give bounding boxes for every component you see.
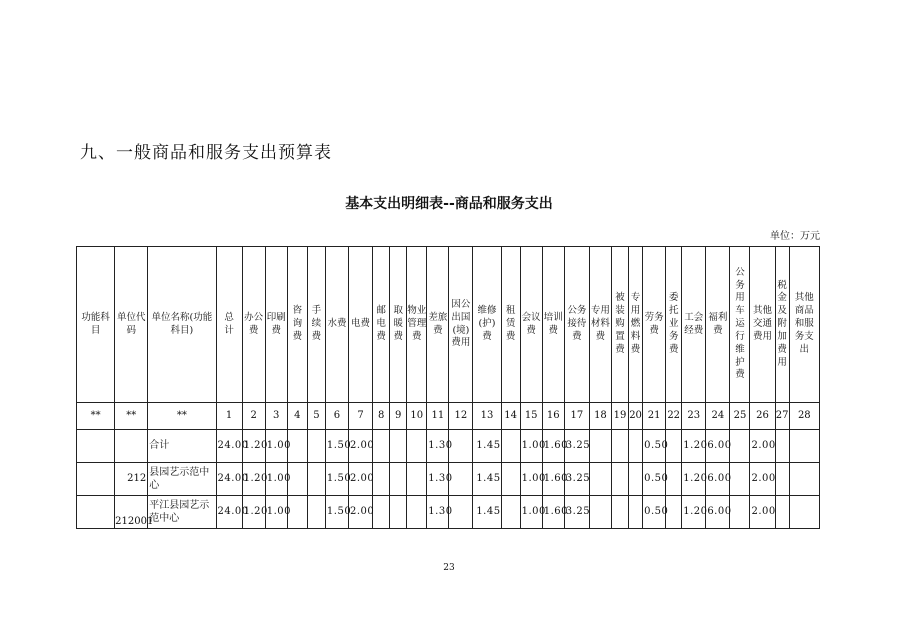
header-cell: 专用燃料费	[629, 247, 643, 403]
electricity-cell: 2.00	[349, 463, 373, 496]
index-cell: 7	[349, 403, 373, 430]
total-cell: 24.00	[216, 430, 242, 463]
empty-cell	[789, 496, 819, 529]
empty-cell	[611, 496, 628, 529]
index-cell: 2	[242, 403, 265, 430]
empty-cell	[730, 430, 750, 463]
header-cell: 印刷费	[265, 247, 287, 403]
table-row	[77, 463, 820, 496]
empty-cell	[407, 430, 427, 463]
header-cell: 水费	[325, 247, 348, 403]
header-cell: 劳务费	[643, 247, 666, 403]
travel-cell: 1.30	[427, 430, 449, 463]
table-row	[77, 430, 820, 463]
header-cell: 委托业务费	[666, 247, 682, 403]
index-cell: 15	[520, 403, 542, 430]
unit-code-cell	[115, 430, 148, 463]
page-number: 23	[443, 563, 455, 573]
header-cell: 物业管理费	[407, 247, 427, 403]
index-cell: 12	[449, 403, 473, 430]
printing-cell: 1.00	[265, 430, 287, 463]
office-cell: 1.20	[242, 430, 265, 463]
expense-table	[76, 246, 820, 529]
header-cell: 手续费	[307, 247, 325, 403]
empty-cell	[390, 430, 407, 463]
index-cell: 14	[501, 403, 520, 430]
empty-cell	[611, 463, 628, 496]
empty-cell	[789, 430, 819, 463]
header-cell: 专用材料费	[589, 247, 611, 403]
header-cell: 单位代码	[115, 247, 148, 403]
header-cell: 电费	[349, 247, 373, 403]
header-cell: 功能科目	[77, 247, 115, 403]
union-cell: 1.20	[682, 430, 706, 463]
empty-cell	[307, 463, 325, 496]
header-row	[77, 247, 820, 403]
unit-name-cell: 县园艺示范中心	[148, 463, 216, 496]
reception-cell: 3.25	[564, 463, 589, 496]
union-cell: 1.20	[682, 496, 706, 529]
index-cell: **	[148, 403, 216, 430]
index-cell: **	[115, 403, 148, 430]
header-cell: 单位名称(功能科目)	[148, 247, 216, 403]
empty-cell	[373, 430, 390, 463]
unit-code-cell: 212001	[115, 496, 148, 529]
empty-cell	[775, 463, 789, 496]
empty-cell	[730, 496, 750, 529]
water-cell: 1.50	[325, 430, 348, 463]
empty-cell	[629, 430, 643, 463]
empty-cell	[775, 496, 789, 529]
labor-cell: 0.50	[643, 496, 666, 529]
index-cell: 27	[775, 403, 789, 430]
header-cell: 取暖费	[390, 247, 407, 403]
empty-cell	[373, 496, 390, 529]
empty-cell	[373, 463, 390, 496]
header-cell: 会议费	[520, 247, 542, 403]
index-cell: 18	[589, 403, 611, 430]
printing-cell: 1.00	[265, 496, 287, 529]
index-cell: 8	[373, 403, 390, 430]
empty-cell	[589, 496, 611, 529]
header-cell: 维修(护)费	[473, 247, 501, 403]
header-cell: 公务用车运行维护费	[730, 247, 750, 403]
empty-cell	[307, 430, 325, 463]
electricity-cell: 2.00	[349, 496, 373, 529]
empty-cell	[390, 463, 407, 496]
empty-cell	[666, 496, 682, 529]
empty-cell	[501, 430, 520, 463]
total-cell: 24.00	[216, 463, 242, 496]
header-cell: 工会经费	[682, 247, 706, 403]
index-cell: 22	[666, 403, 682, 430]
index-cell: 10	[407, 403, 427, 430]
header-cell: 差旅费	[427, 247, 449, 403]
empty-cell	[390, 496, 407, 529]
index-cell: **	[77, 403, 115, 430]
empty-cell	[611, 430, 628, 463]
header-cell: 总计	[216, 247, 242, 403]
index-cell: 4	[287, 403, 307, 430]
reception-cell: 3.25	[564, 496, 589, 529]
training-cell: 1.60	[542, 463, 564, 496]
meeting-cell: 1.00	[520, 496, 542, 529]
index-cell: 6	[325, 403, 348, 430]
empty-cell	[629, 496, 643, 529]
header-cell: 公务接待费	[564, 247, 589, 403]
header-cell: 咨询费	[287, 247, 307, 403]
other-transport-cell: 2.00	[750, 496, 775, 529]
empty-cell	[666, 463, 682, 496]
labor-cell: 0.50	[643, 463, 666, 496]
index-cell: 20	[629, 403, 643, 430]
travel-cell: 1.30	[427, 496, 449, 529]
index-cell: 25	[730, 403, 750, 430]
maintenance-cell: 1.45	[473, 430, 501, 463]
func-code-cell	[77, 463, 115, 496]
index-cell: 13	[473, 403, 501, 430]
travel-cell: 1.30	[427, 463, 449, 496]
func-code-cell	[77, 496, 115, 529]
union-cell: 1.20	[682, 463, 706, 496]
unit-code-cell: 212	[115, 463, 148, 496]
index-cell: 11	[427, 403, 449, 430]
maintenance-cell: 1.45	[473, 463, 501, 496]
index-cell: 16	[542, 403, 564, 430]
table-row	[77, 496, 820, 529]
other-transport-cell: 2.00	[750, 430, 775, 463]
empty-cell	[775, 430, 789, 463]
empty-cell	[407, 496, 427, 529]
training-cell: 1.60	[542, 430, 564, 463]
maintenance-cell: 1.45	[473, 496, 501, 529]
meeting-cell: 1.00	[520, 463, 542, 496]
index-cell: 21	[643, 403, 666, 430]
office-cell: 1.20	[242, 463, 265, 496]
index-cell: 5	[307, 403, 325, 430]
index-cell: 26	[750, 403, 775, 430]
empty-cell	[589, 430, 611, 463]
welfare-cell: 6.00	[706, 430, 730, 463]
index-cell: 23	[682, 403, 706, 430]
empty-cell	[501, 496, 520, 529]
unit-label: 单位：万元	[770, 231, 820, 242]
empty-cell	[789, 463, 819, 496]
total-cell: 24.00	[216, 496, 242, 529]
index-row	[77, 403, 820, 430]
empty-cell	[666, 430, 682, 463]
meeting-cell: 1.00	[520, 430, 542, 463]
printing-cell: 1.00	[265, 463, 287, 496]
welfare-cell: 6.00	[706, 463, 730, 496]
unit-name-cell: 合计	[148, 430, 216, 463]
reception-cell: 3.25	[564, 430, 589, 463]
section-title: 九、一般商品和服务支出预算表	[80, 143, 332, 163]
labor-cell: 0.50	[643, 430, 666, 463]
empty-cell	[307, 496, 325, 529]
header-cell: 租赁费	[501, 247, 520, 403]
header-cell: 其他交通费用	[750, 247, 775, 403]
training-cell: 1.60	[542, 496, 564, 529]
header-cell: 其他商品和服务支出	[789, 247, 819, 403]
index-cell: 17	[564, 403, 589, 430]
index-cell: 24	[706, 403, 730, 430]
index-cell: 28	[789, 403, 819, 430]
index-cell: 1	[216, 403, 242, 430]
index-cell: 19	[611, 403, 628, 430]
electricity-cell: 2.00	[349, 430, 373, 463]
water-cell: 1.50	[325, 463, 348, 496]
empty-cell	[501, 463, 520, 496]
empty-cell	[407, 463, 427, 496]
header-cell: 福利费	[706, 247, 730, 403]
header-cell: 税金及附加费用	[775, 247, 789, 403]
water-cell: 1.50	[325, 496, 348, 529]
welfare-cell: 6.00	[706, 496, 730, 529]
table-title: 基本支出明细表--商品和服务支出	[345, 196, 553, 212]
header-cell: 培训费	[542, 247, 564, 403]
office-cell: 1.20	[242, 496, 265, 529]
other-transport-cell: 2.00	[750, 463, 775, 496]
unit-name-cell: 平江县园艺示范中心	[148, 496, 216, 529]
header-cell: 办公费	[242, 247, 265, 403]
empty-cell	[589, 463, 611, 496]
empty-cell	[730, 463, 750, 496]
header-cell: 被装购置费	[611, 247, 628, 403]
header-cell: 邮电费	[373, 247, 390, 403]
header-cell: 因公出国(境)费用	[449, 247, 473, 403]
index-cell: 3	[265, 403, 287, 430]
index-cell: 9	[390, 403, 407, 430]
empty-cell	[629, 463, 643, 496]
func-code-cell	[77, 430, 115, 463]
